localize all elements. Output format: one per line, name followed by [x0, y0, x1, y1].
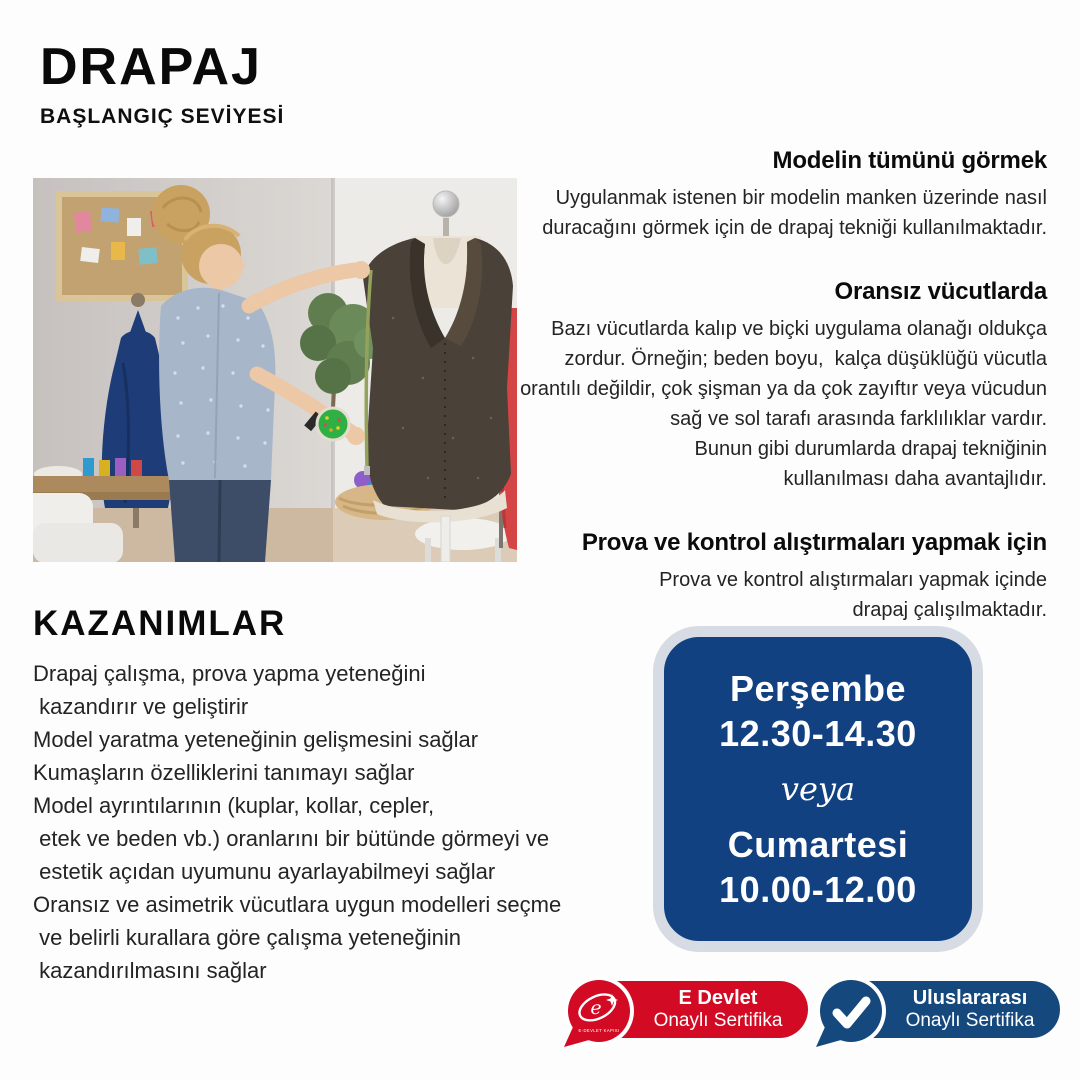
- checkmark-icon: [814, 974, 888, 1048]
- section-text-line: zordur. Örneğin; beden boyu, kalça düşüklüğü vücutla: [564, 348, 1047, 370]
- benefit-line: Kumaşların özelliklerini tanımayı sağlar: [33, 760, 415, 785]
- schedule-day-1: Perşembe: [729, 668, 907, 709]
- benefit-line: ve belirli kurallara göre çalışma yeteneğinin: [33, 925, 461, 950]
- schedule-box: [653, 626, 983, 952]
- e-devlet-logo-icon: [562, 974, 636, 1048]
- badge-title: E Devlet: [678, 987, 758, 1009]
- mannequin-knob: [433, 191, 459, 217]
- badge-subtitle: Onaylı Sertifika: [653, 1010, 783, 1031]
- studio-photo-illustration: [33, 178, 517, 562]
- info-column: [520, 146, 1047, 659]
- e-devlet-letter: e: [590, 997, 602, 1019]
- benefits-section: [33, 604, 633, 987]
- page-subtitle: BAŞLANGIÇ SEVİYESİ: [40, 104, 285, 128]
- section-heading: Modelin tümünü görmek: [772, 147, 1047, 174]
- benefit-line: estetik açıdan uyumunu ayarlayabilmeyi sağlar: [33, 859, 496, 884]
- section-text-line: Prova ve kontrol alıştırmaları yapmak içinde: [659, 569, 1047, 591]
- benefit-line: Oransız ve asimetrik vücutlara uygun modelleri seçme: [33, 892, 562, 917]
- schedule-time-2: 10.00-12.00: [719, 869, 917, 910]
- section-text-line: Uygulanmak istenen bir modelin manken üzerinde nasıl: [555, 187, 1047, 209]
- e-devlet-caption: E-DEVLET KAPISI: [578, 1028, 620, 1033]
- schedule-time-1: 12.30-14.30: [719, 713, 917, 754]
- benefits-title: KAZANIMLAR: [33, 604, 287, 643]
- page-title: DRAPAJ: [40, 38, 262, 96]
- section-text-line: sağ ve sol tarafı arasında farklılıklar vardır.: [670, 408, 1047, 430]
- benefit-line: kazandırılmasını sağlar: [33, 958, 267, 983]
- section-text-line: drapaj çalışılmaktadır.: [852, 599, 1047, 621]
- section-modelin-tumunu-gormek: [520, 146, 1047, 243]
- benefit-line: Model yaratma yeteneğinin gelişmesini sağlar: [33, 727, 479, 752]
- badge-subtitle: Onaylı Sertifika: [905, 1010, 1035, 1031]
- benefit-line: kazandırır ve geliştirir: [33, 694, 249, 719]
- header: [40, 40, 284, 129]
- section-oransiz-vucutlarda: [520, 277, 1047, 494]
- studio-photo: [33, 178, 517, 562]
- section-text-line: kullanılması daha avantajlıdır.: [783, 468, 1047, 490]
- schedule-day-2: Cumartesi: [727, 824, 909, 865]
- e-devlet-badge: [570, 972, 816, 1050]
- benefit-line: Model ayrıntılarının (kuplar, kollar, cepler,: [33, 793, 435, 818]
- badge-title: Uluslararası: [912, 987, 1028, 1009]
- benefit-line: etek ve beden vb.) oranlarını bir bütünde görmeyi ve: [33, 826, 550, 851]
- section-text-line: Bunun gibi durumlarda drapaj tekniğinin: [694, 438, 1047, 460]
- international-badge: [822, 972, 1068, 1050]
- benefit-line: Drapaj çalışma, prova yapma yeteneğini: [33, 661, 426, 686]
- section-heading: Oransız vücutlarda: [834, 278, 1047, 305]
- section-heading: Prova ve kontrol alıştırmaları yapmak için: [581, 529, 1047, 556]
- section-text-line: duracağını görmek için de drapaj tekniği kullanılmaktadır.: [542, 217, 1047, 239]
- pincushion: [317, 408, 349, 440]
- section-text-line: Bazı vücutlarda kalıp ve biçki uygulama olanağı oldukça: [551, 318, 1047, 340]
- face: [199, 244, 243, 288]
- section-text-line: orantılı değildir, çok şişman ya da çok zayıftır veya vücudun: [520, 378, 1047, 400]
- schedule-connector: veya: [780, 770, 856, 808]
